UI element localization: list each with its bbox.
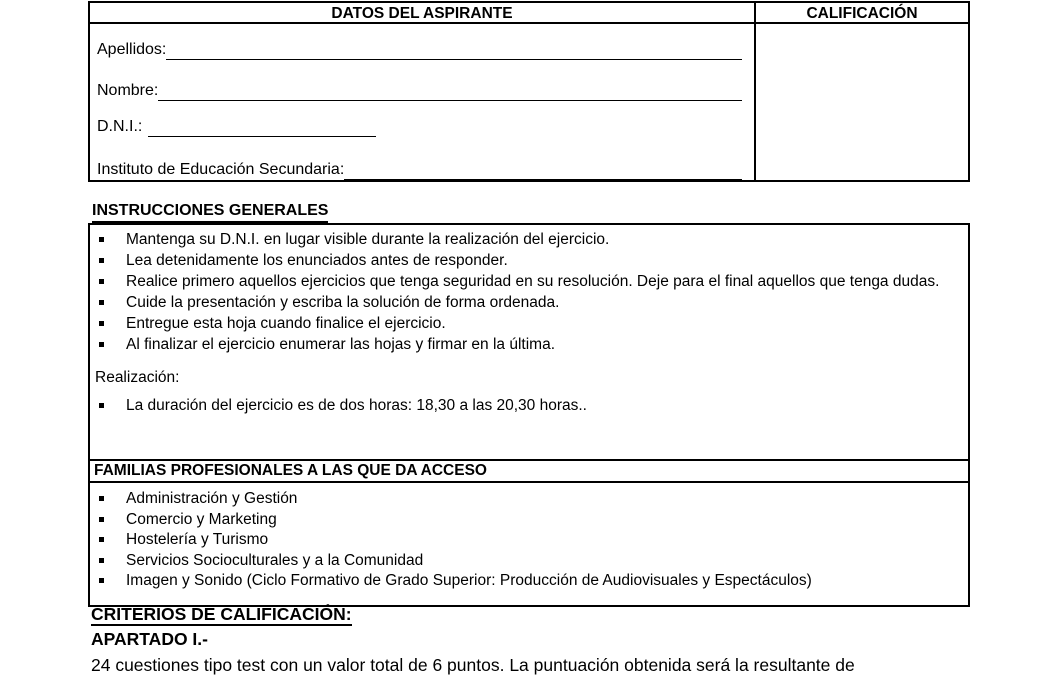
instruction-item: Mantenga su D.N.I. en lugar visible durante la realización del ejercicio. (94, 229, 958, 250)
apellidos-blank (166, 37, 742, 60)
instruction-item: Cuide la presentación y escriba la solución de forma ordenada. (94, 292, 958, 313)
calificacion-header: CALIFICACIÓN (756, 3, 968, 24)
bullet-square-icon (99, 300, 104, 305)
apartado-heading: APARTADO I.- (91, 629, 208, 649)
instructions-bullet-list (94, 229, 958, 355)
bullet-square-icon (99, 537, 104, 542)
bullet-square-icon (99, 403, 104, 408)
dni-label: D.N.I.: (97, 118, 143, 135)
bullet-square-icon (99, 342, 104, 347)
instruction-item: Realice primero aquellos ejercicios que tenga seguridad en su resolución. Deje para el final aquellos que tenga dudas. (94, 271, 958, 292)
instructions-content (90, 225, 968, 459)
bullet-square-icon (99, 258, 104, 263)
familia-item: Hostelería y Turismo (94, 530, 958, 551)
apartado-body-text: 24 cuestiones tipo test con un valor total de 6 puntos. La puntuación obtenida será la resultante de (91, 655, 855, 675)
nombre-blank (158, 78, 742, 101)
instruction-item: Lea detenidamente los enunciados antes de responder. (94, 250, 958, 271)
applicant-fields-cell (90, 24, 756, 180)
apellidos-label: Apellidos: (97, 41, 167, 58)
familias-profesionales-title: FAMILIAS PROFESIONALES A LAS QUE DA ACCESO (90, 459, 968, 483)
bullet-square-icon (99, 578, 104, 583)
instituto-field (97, 158, 742, 180)
familia-item: Servicios Socioculturales y a la Comunidad (94, 551, 958, 572)
datos-aspirante-header: DATOS DEL ASPIRANTE (90, 3, 756, 24)
bullet-square-icon (99, 496, 104, 501)
nombre-field (97, 79, 742, 101)
bullet-square-icon (99, 321, 104, 326)
bullet-square-icon (99, 517, 104, 522)
realizacion-label: Realización: (95, 369, 180, 386)
bullet-square-icon (99, 558, 104, 563)
duration-item: La duración del ejercicio es de dos horas: 18,30 a las 20,30 horas.. (94, 395, 958, 416)
instituto-blank (344, 157, 742, 180)
duration-bullet-list (94, 395, 958, 416)
criterios-section (91, 604, 971, 676)
familia-item: Comercio y Marketing (94, 510, 958, 531)
calificacion-empty-cell (756, 24, 968, 180)
apellidos-field (97, 38, 742, 60)
nombre-label: Nombre: (97, 82, 159, 99)
applicant-data-table (88, 1, 970, 182)
instruction-item: Al finalizar el ejercicio enumerar las hojas y firmar en la última. (94, 334, 958, 355)
instituto-label: Instituto de Educación Secundaria: (97, 161, 345, 178)
dni-blank (148, 114, 376, 137)
instrucciones-generales-title: INSTRUCCIONES GENERALES (92, 202, 328, 223)
familias-list (90, 483, 968, 605)
instructions-and-familias-box (88, 223, 970, 607)
familia-item: Imagen y Sonido (Ciclo Formativo de Grado Superior: Producción de Audiovisuales y Espectáculos) (94, 571, 958, 592)
bullet-square-icon (99, 237, 104, 242)
bullet-square-icon (99, 279, 104, 284)
familia-item: Administración y Gestión (94, 489, 958, 510)
criterios-title: CRITERIOS DE CALIFICACIÓN: (91, 604, 352, 624)
instruction-item: Entregue esta hoja cuando finalice el ejercicio. (94, 313, 958, 334)
dni-field (97, 115, 742, 137)
